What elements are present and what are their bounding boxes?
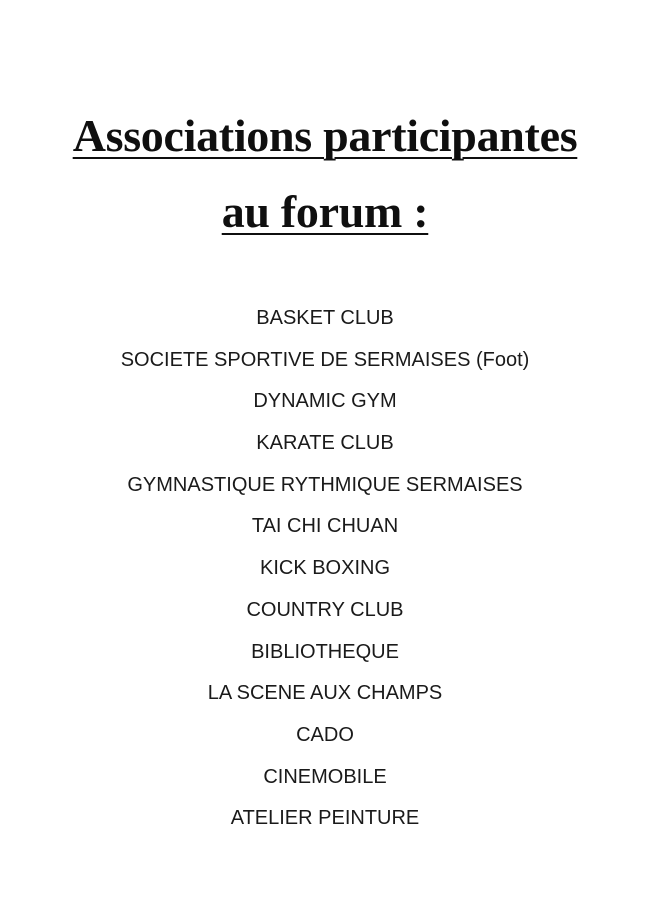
association-item-societe-sportive: SOCIETE SPORTIVE DE SERMAISES (Foot) xyxy=(120,348,530,371)
association-item-atelier-peinture: ATELIER PEINTURE xyxy=(230,807,420,830)
association-item-la-scene-aux-champs: LA SCENE AUX CHAMPS xyxy=(207,682,443,705)
association-item-cado: CADO xyxy=(296,723,354,746)
association-item-kick-boxing: KICK BOXING xyxy=(259,557,391,580)
page-title-line-1: Associations participantes xyxy=(72,110,578,161)
association-item-dynamic-gym: DYNAMIC GYM xyxy=(253,390,397,413)
association-item-bibliotheque: BIBLIOTHEQUE xyxy=(251,640,399,663)
association-item-karate-club: KARATE CLUB xyxy=(256,432,394,455)
association-item-basket-club: BASKET CLUB xyxy=(256,307,394,329)
association-item-tai-chi-chuan: TAI CHI CHUAN xyxy=(251,515,399,538)
association-item-cinemobile: CINEMOBILE xyxy=(263,765,387,788)
page-title-line-2: au forum : xyxy=(221,186,429,237)
association-item-country-club: COUNTRY CLUB xyxy=(246,598,404,621)
association-list xyxy=(0,303,650,845)
association-item-gymnastique-rythmique: GYMNASTIQUE RYTHMIQUE SERMAISES xyxy=(127,473,523,496)
